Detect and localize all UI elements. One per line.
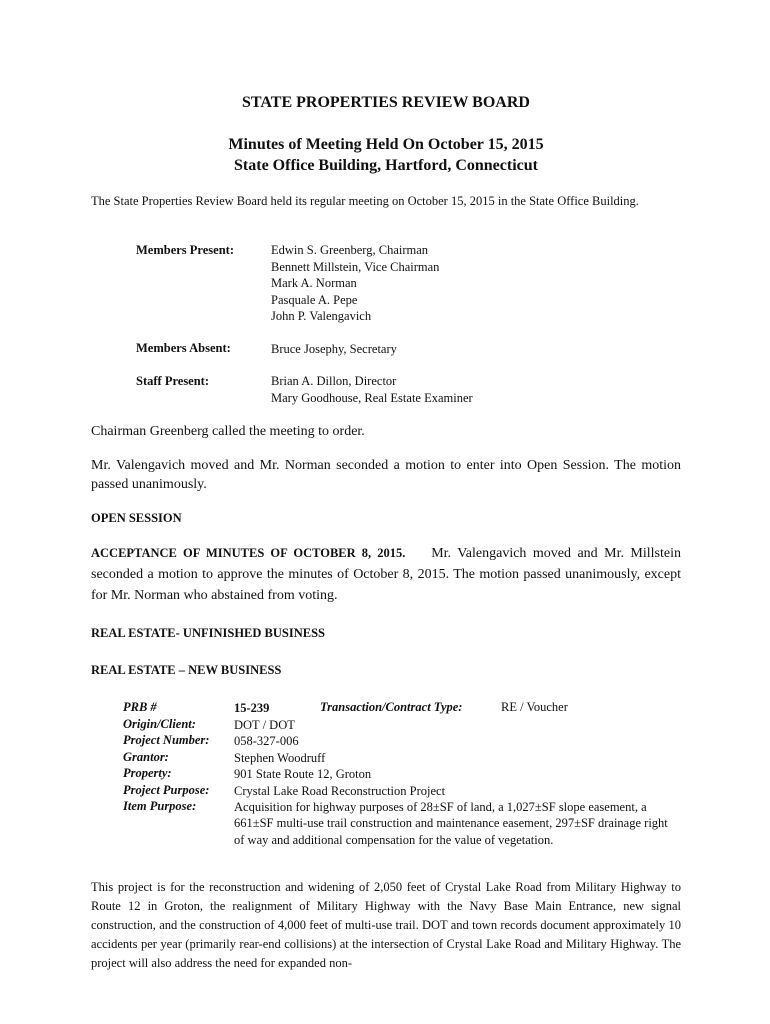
open-session-heading: OPEN SESSION (91, 511, 182, 525)
meeting-title: Minutes of Meeting Held On October 15, 2015 (228, 136, 544, 153)
staff-present-list (271, 373, 473, 406)
prb-value: 15-239 (234, 701, 270, 715)
member-name: John P. Valengavich (271, 309, 372, 323)
property-label: Property: (123, 766, 172, 780)
member-name: Bruce Josephy, Secretary (271, 342, 397, 356)
project-purpose-value: Crystal Lake Road Reconstruction Project (234, 783, 446, 798)
prb-label: PRB # (123, 700, 157, 714)
call-to-order: Chairman Greenberg called the meeting to order. (91, 424, 365, 439)
minutes-text: Mr. Valengavich moved and Mr. Millstein seconded a motion to approve the minutes of October 8, 2015. The motion passed unanimously, except for Mr. Norman who abstained from voting. (91, 546, 681, 603)
members-present-list (271, 242, 439, 325)
project-description: This project is for the reconstruction and widening of 2,050 feet of Crystal Lake Road from Military Highway to Route 12 in Groton, the realignment of Military Highway with the Navy Base Main Entrance, new signal construction, and the construction of 4,000 feet of multi-use trail. DOT and town records document approximately 10 accidents per year (primarily rear-end collisions) at the intersection of Crystal Lake Road and Military Highway. The project will also address the need for expanded non- (91, 880, 681, 970)
origin-value: DOT / DOT (234, 717, 295, 732)
member-name: Bennett Millstein, Vice Chairman (271, 259, 440, 274)
staff-name: Mary Goodhouse, Real Estate Examiner (271, 390, 473, 405)
members-present-label: Members Present: (136, 243, 234, 257)
location-title: State Office Building, Hartford, Connecticut (234, 157, 538, 174)
member-name: Edwin S. Greenberg, Chairman (271, 243, 429, 257)
project-number-value: 058-327-006 (234, 734, 299, 748)
grantor-label: Grantor: (123, 749, 169, 764)
grantor-value: Stephen Woodruff (234, 750, 326, 765)
intro-paragraph: The State Properties Review Board held its regular meeting on October 15, 2015 in the State Office Building. (91, 194, 639, 208)
member-name: Pasquale A. Pepe (271, 292, 358, 307)
item-purpose-label: Item Purpose: (123, 799, 197, 813)
member-name: Mark A. Norman (271, 276, 357, 290)
staff-present-label: Staff Present: (136, 374, 210, 388)
project-purpose-label: Project Purpose: (123, 782, 210, 797)
transaction-type-label: Transaction/Contract Type: (320, 700, 463, 714)
minutes-acceptance (91, 543, 681, 606)
origin-label: Origin/Client: (123, 716, 196, 731)
board-title: STATE PROPERTIES REVIEW BOARD (242, 94, 530, 111)
project-number-label: Project Number: (123, 733, 210, 747)
unfinished-business-heading: REAL ESTATE- UNFINISHED BUSINESS (91, 626, 325, 640)
item-purpose-value: Acquisition for highway purposes of 28±SF of land, a 1,027±SF slope easement, a 661±SF multi-use trail construction and maintenance easement, 297±SF drainage right of way and additional compensation for the value of vegetation. (234, 800, 668, 847)
new-business-heading: REAL ESTATE – NEW BUSINESS (91, 663, 282, 677)
transaction-type-value: RE / Voucher (501, 700, 568, 714)
property-value: 901 State Route 12, Groton (234, 767, 372, 781)
members-absent-list (271, 341, 397, 358)
staff-name: Brian A. Dillon, Director (271, 374, 397, 388)
members-absent-label: Members Absent: (136, 341, 231, 355)
open-session-motion: Mr. Valengavich moved and Mr. Norman seconded a motion to enter into Open Session. The motion passed unanimously. (91, 458, 681, 492)
minutes-heading: ACCEPTANCE OF MINUTES OF OCTOBER 8, 2015. (91, 546, 406, 560)
